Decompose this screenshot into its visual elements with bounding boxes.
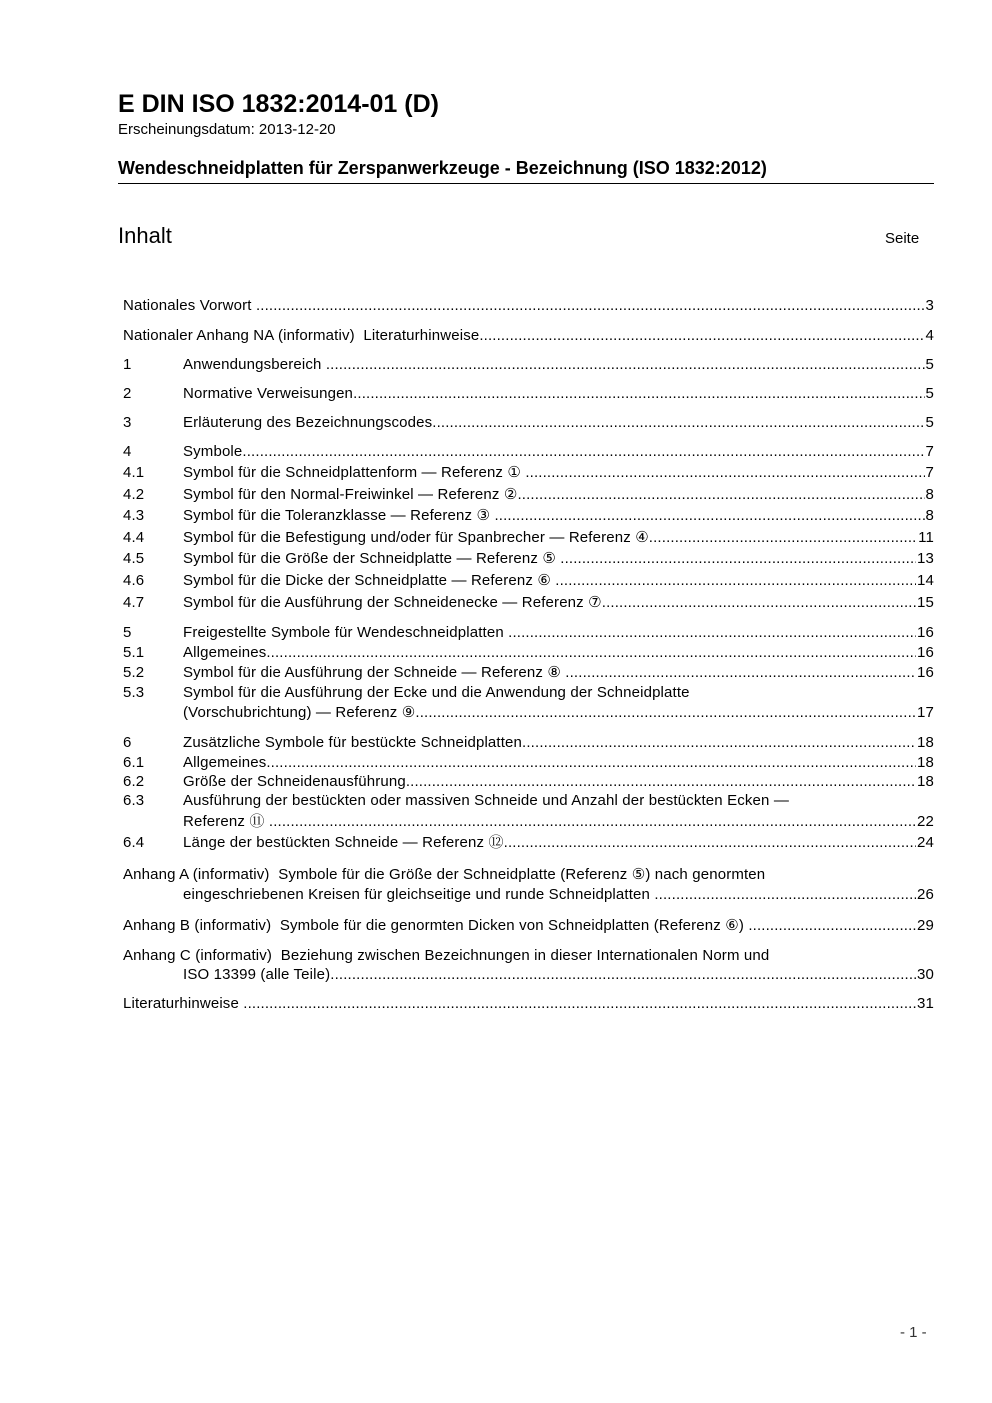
toc-entry-text: Zusätzliche Symbole für bestückte Schneidplatten xyxy=(183,734,523,751)
page-number: - 1 - xyxy=(900,1324,927,1341)
toc-entry-text: Anhang C xyxy=(123,947,191,964)
toc-entry[interactable] xyxy=(123,791,934,811)
toc-entry-number: 6.1 xyxy=(123,754,145,771)
toc-entry-text: Anhang A xyxy=(123,866,189,883)
document-title: E DIN ISO 1832:2014-01 (D) xyxy=(118,90,439,118)
toc-entry-page: 22 xyxy=(917,813,934,830)
toc-entry-page: 5 xyxy=(925,414,934,431)
toc-entry-page: 4 xyxy=(925,327,934,344)
toc-entry-number: 6.4 xyxy=(123,834,145,851)
toc-entry-text: Allgemeines xyxy=(183,754,267,771)
publication-date: Erscheinungsdatum: 2013-12-20 xyxy=(118,121,336,138)
toc-entry-text: eingeschriebenen Kreisen für gleichseitige und runde Schneidplatten xyxy=(183,886,651,903)
toc-entry-informative: (informativ) xyxy=(277,327,355,344)
toc-entry-page: 26 xyxy=(917,886,934,903)
toc-entry-text: Allgemeines xyxy=(183,644,267,661)
toc-entry-number: 4.7 xyxy=(123,594,145,611)
toc-entry-page: 8 xyxy=(925,507,934,524)
toc-entry-page: 30 xyxy=(917,966,934,983)
toc-entry[interactable] xyxy=(123,296,934,316)
toc-entry-page: 29 xyxy=(917,917,934,934)
toc-entry-text: Nationales Vorwort xyxy=(123,297,252,314)
toc-entry[interactable] xyxy=(123,571,934,591)
toc-entry-page: 18 xyxy=(917,734,934,751)
toc-entry-text: Symbol für die Dicke der Schneidplatte — Referenz ⑥ xyxy=(183,572,551,589)
toc-entry[interactable] xyxy=(123,833,934,853)
toc-entry-text: Symbol für die Schneidplattenform — Referenz ① xyxy=(183,464,521,481)
toc-entry-number: 6.2 xyxy=(123,773,145,790)
toc-entry-page: 17 xyxy=(917,704,934,721)
toc-entry[interactable] xyxy=(123,549,934,569)
document-subject: Wendeschneidplatten für Zerspanwerkzeuge - Bezeichnung (ISO 1832:2012) xyxy=(118,158,767,178)
toc-entry-text-2: Symbole für die genormten Dicken von Schneidplatten (Referenz ⑥) xyxy=(279,917,744,934)
toc-entry-page: 3 xyxy=(925,297,934,314)
contents-heading: Inhalt xyxy=(118,223,172,248)
toc-entry-page: 5 xyxy=(925,385,934,402)
toc-entry-text: Symbole xyxy=(183,443,243,460)
toc-entry[interactable] xyxy=(123,643,934,663)
toc-entry-number: 4.3 xyxy=(123,507,145,524)
toc-entry-page: 18 xyxy=(917,754,934,771)
toc-entry-text: Symbol für die Größe der Schneidplatte — Referenz ⑤ xyxy=(183,550,556,567)
toc-entry[interactable] xyxy=(123,593,934,613)
toc-entry-page: 16 xyxy=(917,624,934,641)
toc-entry-text-2: Symbole für die Größe der Schneidplatte (Referenz ⑤) nach genormten xyxy=(278,866,766,883)
toc-entry-text: Größe der Schneidenausführung xyxy=(183,773,406,790)
toc-entry-page: 5 xyxy=(925,356,934,373)
toc-entry-text: Symbol für die Ausführung der Schneidenecke — Referenz ⑦ xyxy=(183,594,602,611)
toc-entry[interactable] xyxy=(123,683,934,703)
toc-entry[interactable] xyxy=(123,994,934,1014)
toc-entry[interactable] xyxy=(123,772,934,792)
toc-entry-page: 16 xyxy=(917,664,934,681)
toc-entry[interactable] xyxy=(123,623,934,643)
toc-entry[interactable] xyxy=(123,463,934,483)
toc-entry[interactable] xyxy=(123,528,934,548)
toc-entry-number: 4.1 xyxy=(123,464,145,481)
toc-entry-continuation[interactable] xyxy=(123,965,934,985)
toc-entry-page: 14 xyxy=(917,572,934,589)
toc-entry-number: 4.2 xyxy=(123,486,145,503)
toc-entry-page: 16 xyxy=(917,644,934,661)
toc-entry-number: 4.5 xyxy=(123,550,145,567)
toc-entry[interactable] xyxy=(123,733,934,753)
toc-entry-text: Anhang B xyxy=(123,917,191,934)
toc-entry[interactable] xyxy=(123,916,934,936)
toc-entry-informative: (informativ) xyxy=(194,917,272,934)
toc-entry-number: 6 xyxy=(123,734,132,751)
toc-entry[interactable] xyxy=(123,442,934,462)
toc-entry-text: Normative Verweisungen xyxy=(183,385,354,402)
toc-entry-text: Referenz ⑪ xyxy=(183,813,265,830)
toc-entry-number: 4 xyxy=(123,443,132,460)
toc-entry-text: ISO 13399 (alle Teile) xyxy=(183,966,331,983)
toc-entry-page: 15 xyxy=(917,594,934,611)
toc-entry[interactable] xyxy=(123,506,934,526)
toc-entry-page: 31 xyxy=(917,995,934,1012)
toc-entry-number: 5.2 xyxy=(123,664,145,681)
toc-entry-text: Ausführung der bestückten oder massiven Schneide und Anzahl der bestückten Ecken — xyxy=(183,792,789,809)
toc-entry-text: Symbol für die Toleranzklasse — Referenz ③ xyxy=(183,507,491,524)
toc-entry-page: 8 xyxy=(925,486,934,503)
toc-entry-text: Symbol für die Ausführung der Schneide — Referenz ⑧ xyxy=(183,664,561,681)
toc-entry-number: 4.6 xyxy=(123,572,145,589)
toc-entry-text: Symbol für den Normal-Freiwinkel — Referenz ② xyxy=(183,486,518,503)
toc-entry-continuation[interactable] xyxy=(123,703,934,723)
toc-entry-text: Symbol für die Ausführung der Ecke und die Anwendung der Schneidplatte xyxy=(183,684,690,701)
toc-entry-text: Länge der bestückten Schneide — Referenz ⑫ xyxy=(183,834,504,851)
page-column-label: Seite xyxy=(885,230,920,247)
toc-entry-number: 2 xyxy=(123,385,132,402)
toc-entry[interactable] xyxy=(123,753,934,773)
toc-entry-number: 5 xyxy=(123,624,132,641)
toc-entry-page: 7 xyxy=(925,464,934,481)
toc-entry-continuation[interactable] xyxy=(123,885,934,905)
toc-entry[interactable] xyxy=(123,485,934,505)
toc-entry[interactable] xyxy=(123,865,934,885)
toc-entry[interactable] xyxy=(123,413,934,433)
toc-entry-text: Literaturhinweise xyxy=(123,995,239,1012)
toc-entry-informative: (informativ) xyxy=(192,866,270,883)
toc-entry-number: 6.3 xyxy=(123,792,145,809)
toc-entry-page: 13 xyxy=(917,550,934,567)
toc-entry-text: Nationaler Anhang NA xyxy=(123,327,274,344)
toc-entry-text: (Vorschubrichtung) — Referenz ⑨ xyxy=(183,704,416,721)
toc-entry-text-2: Beziehung zwischen Bezeichnungen in dieser Internationalen Norm und xyxy=(280,947,770,964)
toc-entry[interactable] xyxy=(123,663,934,683)
toc-entry-text: Erläuterung des Bezeichnungscodes xyxy=(183,414,433,431)
toc-entry-number: 4.4 xyxy=(123,529,145,546)
toc-entry-page: 11 xyxy=(918,529,934,546)
toc-entry[interactable] xyxy=(123,384,934,404)
toc-entry-number: 5.1 xyxy=(123,644,145,661)
toc-entry-page: 18 xyxy=(917,773,934,790)
toc-entry[interactable] xyxy=(123,946,934,966)
toc-entry-number: 1 xyxy=(123,356,132,373)
toc-entry-text: Anwendungsbereich xyxy=(183,356,322,373)
toc-entry-number: 3 xyxy=(123,414,132,431)
toc-entry-page: 7 xyxy=(925,443,934,460)
toc-entry[interactable] xyxy=(123,326,934,346)
toc-entry-text: Freigestellte Symbole für Wendeschneidplatten xyxy=(183,624,504,641)
toc-entry[interactable] xyxy=(123,355,934,375)
toc-entry-page: 24 xyxy=(917,834,934,851)
toc-entry-informative: (informativ) xyxy=(195,947,273,964)
toc-entry-number: 5.3 xyxy=(123,684,145,701)
toc-entry-continuation[interactable] xyxy=(123,812,934,832)
toc-entry-text: Symbol für die Befestigung und/oder für Spanbrecher — Referenz ④ xyxy=(183,529,649,546)
toc-entry-text-2: Literaturhinweise xyxy=(363,327,480,344)
